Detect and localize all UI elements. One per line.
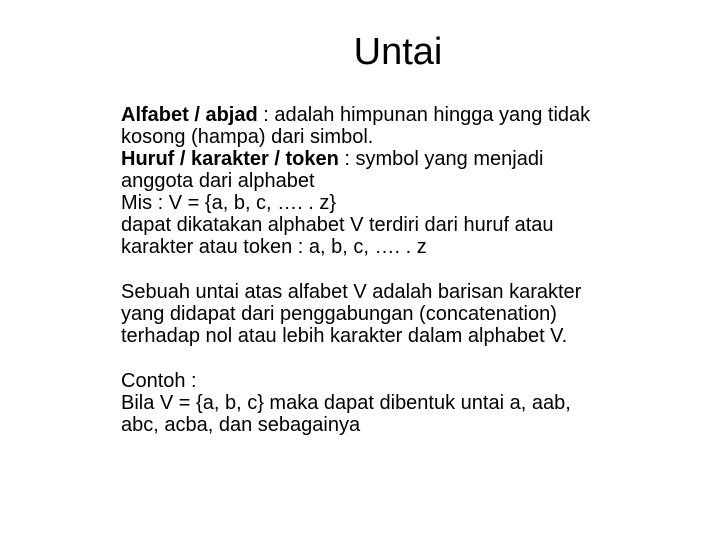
contoh-line-1: Bila V = {a, b, c} maka dapat dibentuk untai a, aab, [121, 392, 571, 414]
example-alphabet: Mis : V = {a, b, c, …. . z} [121, 192, 337, 214]
huruf-definition-line-2: anggota dari alphabet [121, 170, 315, 192]
paragraph-gap [121, 347, 701, 370]
untai-definition-line-2: yang didapat dari penggabungan (concatenation) [121, 303, 557, 325]
huruf-definition-line-1 [121, 148, 701, 170]
alphabet-explanation-line-2: karakter atau token : a, b, c, …. . z [121, 236, 427, 258]
paragraph-gap [121, 258, 701, 281]
huruf-term: Huruf / karakter / token [121, 148, 339, 170]
alphabet-explanation-line-1: dapat dikatakan alphabet V terdiri dari huruf atau [121, 214, 554, 236]
alfabet-definition-text: : adalah himpunan hingga yang tidak [257, 104, 591, 126]
contoh-heading: Contoh : [121, 370, 197, 392]
alfabet-term: Alfabet / abjad [121, 104, 258, 126]
untai-definition-line-1: Sebuah untai atas alfabet V adalah barisan karakter [121, 281, 582, 303]
alfabet-definition-line-2: kosong (hampa) dari simbol. [121, 126, 374, 148]
huruf-definition-text: : symbol yang menjadi [338, 148, 544, 170]
contoh-line-2: abc, acba, dan sebagainya [121, 414, 361, 436]
slide-title: Untai [353, 31, 443, 73]
untai-definition-line-3: terhadap nol atau lebih karakter dalam alphabet V. [121, 325, 568, 347]
alfabet-definition-line-1 [121, 104, 701, 126]
slide-body [121, 104, 701, 436]
